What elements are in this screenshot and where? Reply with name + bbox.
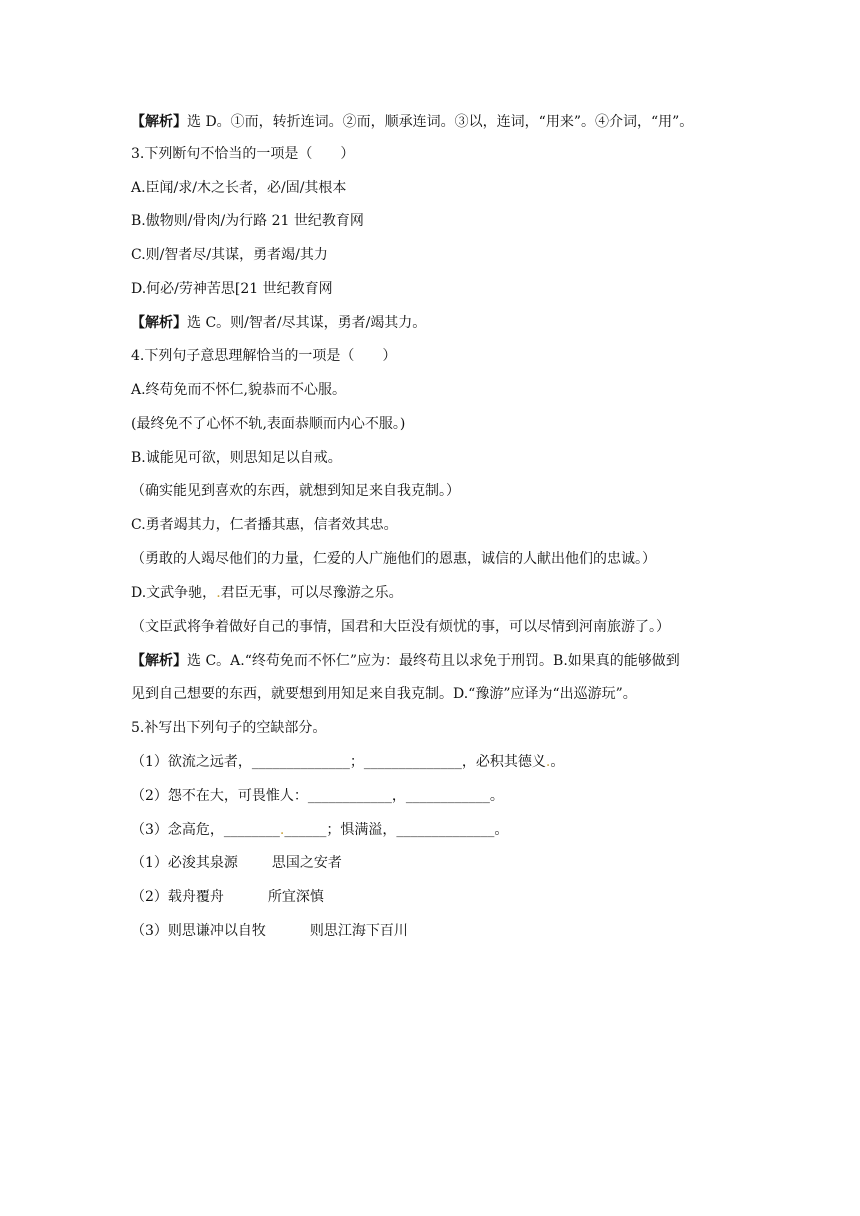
analysis-heading: 【解析】 (131, 114, 187, 130)
stray-dot: . (545, 754, 551, 770)
option-4b: B.诚能见可欲，则思知足以自戒。 (131, 450, 342, 466)
option-3c: C.则/智者尽/其谋，勇者竭/其力 (131, 247, 328, 263)
option-4c: C.勇者竭其力，仁者播其惠，信者效其忠。 (131, 517, 398, 533)
fill-blank-3: （3）念高危，________.______；惧满溢，______________。 (131, 822, 509, 838)
answer-2: （2）载舟覆舟 所宜深慎 (131, 889, 324, 905)
option-4a-translation: (最终免不了心怀不轨,表面恭顺而内心不服。) (131, 416, 406, 432)
question-4: 4.下列句子意思理解恰当的一项是（ ） (131, 348, 397, 364)
option-4b-translation: （确实能见到喜欢的东西，就想到知足来自我克制。） (131, 483, 460, 499)
option-4c-translation: （勇敢的人竭尽他们的力量，仁爱的人广施他们的恩惠，诚信的人献出他们的忠诚。） (131, 551, 656, 567)
option-4d: D.文武争驰，.君臣无事，可以尽豫游之乐。 (131, 585, 403, 601)
question-3: 3.下列断句不恰当的一项是（ ） (131, 146, 355, 162)
analysis-line-3 (131, 651, 771, 671)
analysis-text: 选 C。则/智者/尽其谋，勇者/竭其力。 (187, 315, 427, 331)
option-3b: B.傲物则/骨肉/为行路 21 世纪教育网 (131, 213, 364, 229)
answer-1: （1）必浚其泉源 思国之安者 (131, 855, 342, 871)
analysis-line-1 (131, 112, 771, 132)
analysis-heading: 【解析】 (131, 653, 187, 669)
option-4a: A.终苟免而不怀仁,貌恭而不心服。 (131, 382, 347, 398)
analysis-line-3-continued: 见到自己想要的东西，就要想到用知足来自我克制。D.“豫游”应译为“出巡游玩”。 (131, 686, 637, 702)
analysis-line-2 (131, 313, 771, 333)
analysis-heading: 【解析】 (131, 315, 187, 331)
fill-blank-1: （1）欲流之远者，______________；______________，必积其德义.。 (131, 754, 565, 770)
option-4d-translation: （文臣武将争着做好自己的事情，国君和大臣没有烦忧的事，可以尽情到河南旅游了。） (131, 619, 670, 635)
answer-3: （3）则思谦冲以自牧 则思江海下百川 (131, 923, 408, 939)
fill-blank-2: （2）怨不在大，可畏惟人：____________，____________。 (131, 788, 504, 804)
question-5: 5.补写出下列句子的空缺部分。 (131, 720, 327, 736)
analysis-text: 选 D。①而，转折连词。②而，顺承连词。③以，连词，“用来”。④介词，“用”。 (187, 114, 694, 130)
analysis-text: 选 C。A.“终苟免而不怀仁”应为：最终苟且以求免于刑罚。B.如果真的能够做到 (187, 653, 680, 669)
option-3a: A.臣闻/求/木之长者，必/固/其根本 (131, 180, 347, 196)
stray-dot: . (279, 822, 285, 838)
option-3d: D.何必/劳神苦思[21 世纪教育网 (131, 281, 333, 297)
stray-dot: . (216, 585, 221, 601)
